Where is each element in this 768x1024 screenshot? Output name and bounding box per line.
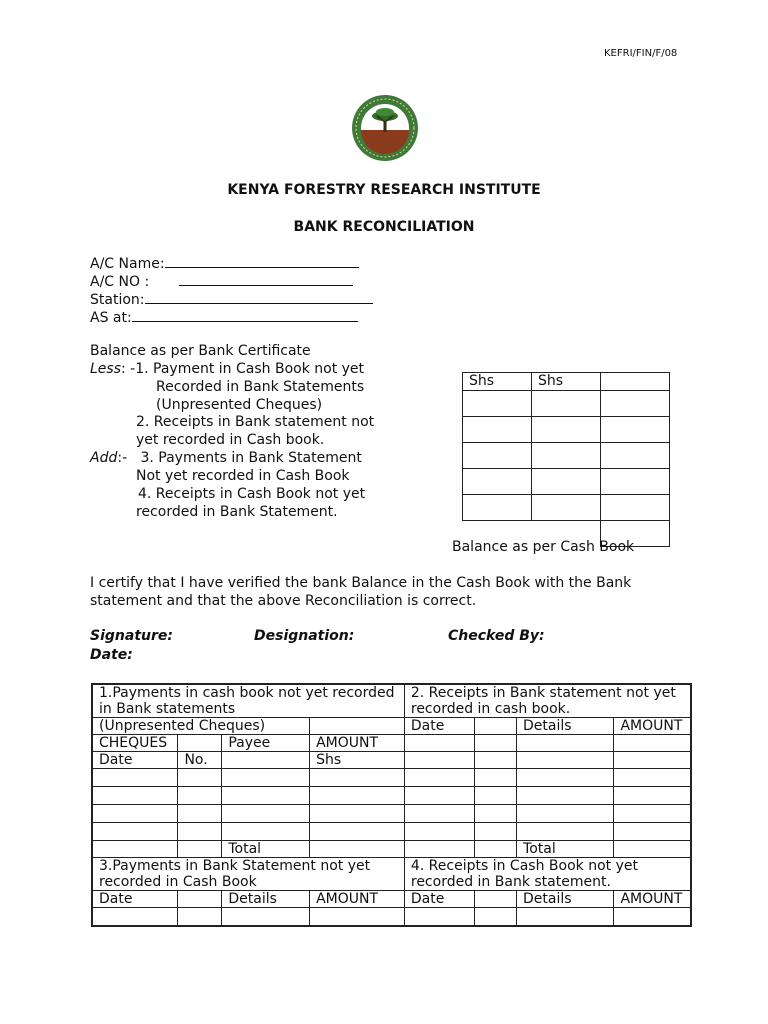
summary-cell[interactable] [463,443,532,469]
table-cell[interactable] [475,805,517,823]
as-at-label: AS at: [90,310,132,326]
summary-cell[interactable] [532,469,601,495]
table-cell[interactable] [178,787,222,805]
table-cell[interactable] [517,769,614,787]
institute-name: KENYA FORESTRY RESEARCH INSTITUTE [227,182,541,198]
summary-amount-table [462,372,670,547]
s2-cell[interactable] [475,752,517,769]
summary-cell[interactable] [532,443,601,469]
table-cell[interactable] [222,769,310,787]
section3-header [92,858,404,891]
summary-cell[interactable] [463,391,532,417]
signature-label: Signature: [90,628,173,644]
ac-no-label: A/C NO : [90,274,150,290]
s2-cell[interactable] [475,841,517,858]
table-cell[interactable] [614,908,691,926]
table-cell[interactable] [310,908,405,926]
table-cell[interactable] [517,823,614,841]
item2-line1: 2. Receipts in Bank statement not [136,414,375,430]
table-cell[interactable] [92,908,178,926]
table-cell[interactable] [404,787,475,805]
table-cell[interactable] [404,805,475,823]
summary-cell[interactable] [601,469,670,495]
s1-payee-header: Payee [222,735,310,752]
table-cell[interactable] [517,787,614,805]
s2-cell[interactable] [614,735,691,752]
station-label: Station: [90,292,145,308]
s2-cell[interactable] [517,752,614,769]
less-line [90,360,364,378]
summary-cell[interactable] [463,469,532,495]
detail-table [91,683,692,927]
s1-date-header: Date [92,752,178,769]
table-cell[interactable] [475,787,517,805]
table-cell[interactable] [614,823,691,841]
table-cell[interactable] [310,787,405,805]
station-field[interactable] [90,289,373,309]
table-cell[interactable] [222,787,310,805]
ac-name-label: A/C Name: [90,256,165,272]
s4-cell[interactable] [475,891,517,908]
ac-name-blank[interactable] [165,253,359,268]
as-at-blank[interactable] [132,307,358,322]
s3-date-header: Date [92,891,178,908]
summary-col-total[interactable] [601,373,670,391]
table-cell[interactable] [222,908,310,926]
add-label: Add [90,450,118,466]
s2-cell[interactable] [614,752,691,769]
s1-shs-header: Shs [310,752,405,769]
summary-cell[interactable] [601,417,670,443]
s2-cell[interactable] [404,735,475,752]
s3-cell[interactable] [178,891,222,908]
form-code: KEFRI/FIN/F/08 [604,48,678,59]
s1-total-value[interactable] [310,841,405,858]
table-cell[interactable] [92,805,178,823]
s2-details-header: Details [517,718,614,735]
add-item3: :- 3. Payments in Bank Statement [117,450,362,466]
table-cell[interactable] [92,769,178,787]
table-cell[interactable] [614,805,691,823]
s2-total-value[interactable] [614,841,691,858]
table-cell[interactable] [310,823,405,841]
section2-header [404,684,691,718]
table-cell[interactable] [404,908,475,926]
table-cell[interactable] [92,787,178,805]
less-item1-line3: (Unpresented Cheques) [156,397,323,413]
section3-title-line1: 3.Payments in Bank Statement not yet [99,858,371,874]
table-cell[interactable] [222,805,310,823]
s1-unpresented-label: (Unpresented Cheques) [92,718,310,735]
summary-cell[interactable] [601,443,670,469]
summary-col-shs-1: Shs [463,373,532,391]
section1-title-line2: in Bank statements [99,701,236,717]
s2-cell[interactable] [517,735,614,752]
s1-cell[interactable] [178,841,222,858]
table-cell[interactable] [475,769,517,787]
summary-col-shs-2: Shs [532,373,601,391]
table-cell[interactable] [178,823,222,841]
item2-line2: yet recorded in Cash book. [136,432,325,448]
s3-details-header: Details [222,891,310,908]
certification-line1: I certify that I have verified the bank Balance in the Cash Book with the Bank [90,575,632,591]
section4-header [404,858,691,891]
section2-title-line2: recorded in cash book. [410,701,571,717]
s1-cell[interactable] [222,752,310,769]
table-cell[interactable] [178,908,222,926]
add-line [90,449,362,467]
kefri-seal-tree-icon [351,94,419,162]
s4-date-header: Date [404,891,475,908]
ac-name-field[interactable] [90,253,359,273]
item3-line2: Not yet recorded in Cash Book [136,468,350,484]
summary-cell[interactable] [532,495,601,521]
table-cell[interactable] [178,769,222,787]
summary-cell[interactable] [463,495,532,521]
item4-line2: recorded in Bank Statement. [136,504,338,520]
s4-amount-header: AMOUNT [614,891,691,908]
s1-cell[interactable] [178,735,222,752]
section3-title-line2: recorded in Cash Book [99,874,257,890]
s4-details-header: Details [517,891,614,908]
summary-cell[interactable] [532,417,601,443]
s2-amount-header: AMOUNT [614,718,691,735]
s3-amount-header: AMOUNT [310,891,405,908]
less-item1-line2: Recorded in Bank Statements [156,379,365,395]
table-cell[interactable] [404,769,475,787]
balance-cash-label: Balance as per Cash Book [452,539,635,555]
s1-amount-header: AMOUNT [310,735,405,752]
s1-total-label: Total [222,841,310,858]
s2-cell[interactable] [475,718,517,735]
table-cell[interactable] [475,823,517,841]
summary-cell[interactable] [601,391,670,417]
station-blank[interactable] [145,289,373,304]
kefri-logo [351,94,419,162]
summary-cell[interactable] [601,495,670,521]
designation-label: Designation: [254,628,355,644]
s2-cell[interactable] [404,752,475,769]
table-cell[interactable] [92,823,178,841]
table-cell[interactable] [404,823,475,841]
table-cell[interactable] [222,823,310,841]
certification-line2: statement and that the above Reconciliation is correct. [90,593,477,609]
summary-cell[interactable] [532,391,601,417]
table-cell[interactable] [310,769,405,787]
section2-title-line1: 2. Receipts in Bank statement not yet [410,685,676,701]
table-cell[interactable] [475,908,517,926]
s2-cell[interactable] [475,735,517,752]
less-label: Less [90,361,122,377]
s2-total-label: Total [517,841,614,858]
ac-no-blank[interactable] [179,271,353,286]
document-title: BANK RECONCILIATION [293,219,475,235]
s2-date-header: Date [404,718,475,735]
s1-cheques-header: CHEQUES [92,735,178,752]
table-cell[interactable] [517,805,614,823]
as-at-field[interactable] [90,307,358,327]
balance-bank-label: Balance as per Bank Certificate [90,343,311,359]
s1-cell[interactable] [310,718,405,735]
table-cell[interactable] [178,805,222,823]
table-cell[interactable] [614,787,691,805]
section1-title-line1: 1.Payments in cash book not yet recorded [99,685,395,701]
less-item1: : -1. Payment in Cash Book not yet [121,361,365,377]
date-label: Date: [90,647,133,663]
s1-cell[interactable] [92,841,178,858]
section4-title-line2: recorded in Bank statement. [410,874,611,890]
table-cell[interactable] [614,769,691,787]
item4-line1: 4. Receipts in Cash Book not yet [138,486,366,502]
section4-title-line1: 4. Receipts in Cash Book not yet [410,858,638,874]
s1-no-header: No. [178,752,222,769]
section1-header [92,684,404,718]
checked-by-label: Checked By: [448,628,545,644]
table-cell[interactable] [517,908,614,926]
table-cell[interactable] [310,805,405,823]
ac-no-field[interactable] [90,271,353,291]
summary-cell[interactable] [463,417,532,443]
s2-cell[interactable] [404,841,475,858]
